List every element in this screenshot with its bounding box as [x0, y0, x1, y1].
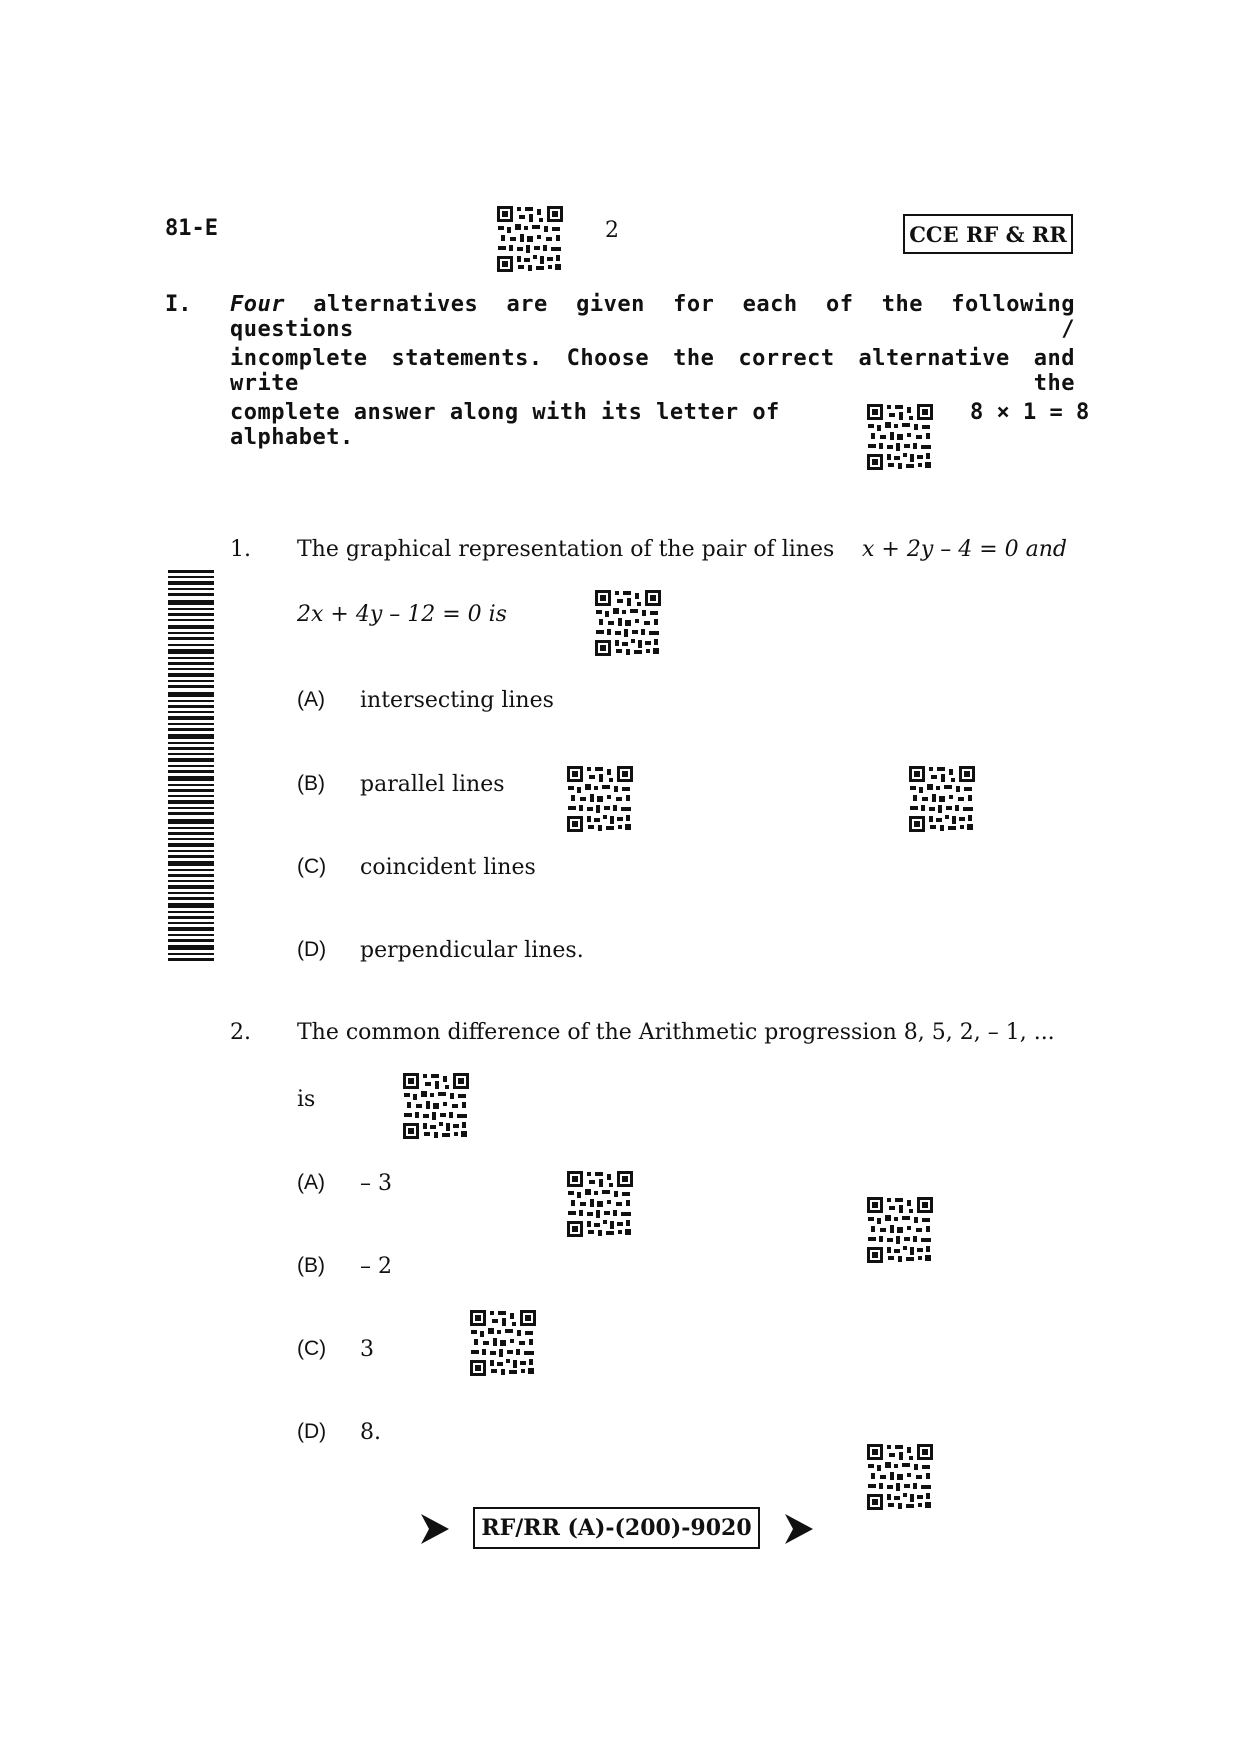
instruction-emphasis: Four [230, 292, 285, 317]
question-1-option-a-text: intersecting lines [360, 688, 554, 713]
qr-code-icon [866, 1196, 934, 1264]
arrow-right-icon [420, 1513, 450, 1545]
barcode-icon [168, 570, 214, 962]
instruction-line-1 [230, 292, 1075, 342]
question-2-option-b-text: – 2 [360, 1254, 392, 1279]
question-1-option-c-label: (C) [297, 855, 327, 878]
qr-code-icon [402, 1072, 470, 1140]
instruction-line-3: complete answer along with its letter of alphabet. [230, 400, 780, 450]
exam-type-label: CCE RF & RR [909, 221, 1067, 247]
question-2-text-continued: is [297, 1087, 316, 1112]
qr-code-icon [866, 403, 934, 471]
question-1-option-a-label: (A) [297, 688, 325, 711]
question-1-equation-1: x + 2y – 4 = 0 and [862, 537, 1068, 562]
footer-code-box [473, 1507, 760, 1549]
arrow-right-icon [784, 1513, 814, 1545]
qr-code-icon [866, 1443, 934, 1511]
qr-code-icon [566, 1170, 634, 1238]
qr-code-icon [469, 1309, 537, 1377]
question-1-number: 1. [230, 537, 251, 562]
qr-code-icon [908, 765, 976, 833]
question-1-option-d-text: perpendicular lines. [360, 938, 584, 963]
qr-code-icon [566, 765, 634, 833]
footer-code: RF/RR (A)-(200)-9020 [481, 1515, 752, 1541]
question-2-number: 2. [230, 1020, 251, 1045]
paper-code: 81-E [165, 216, 218, 241]
instruction-line-2: incomplete statements. Choose the correct alternative and write the [230, 346, 1075, 396]
question-1-equation-2: 2x + 4y – 12 = 0 is [297, 602, 507, 627]
question-2-option-a-label: (A) [297, 1171, 325, 1194]
question-2-option-b-label: (B) [297, 1254, 325, 1277]
marks-allocation: 8 × 1 = 8 [970, 400, 1090, 425]
qr-code-icon [496, 205, 564, 273]
question-2-option-a-text: – 3 [360, 1171, 392, 1196]
question-2-option-d-text: 8. [360, 1420, 381, 1445]
question-1-option-b-label: (B) [297, 772, 325, 795]
question-1-option-d-label: (D) [297, 938, 327, 961]
exam-type-box [903, 214, 1073, 254]
qr-code-icon [594, 589, 662, 657]
question-2-text: The common difference of the Arithmetic progression 8, 5, 2, – 1, ... [297, 1020, 1055, 1045]
page-number: 2 [605, 218, 619, 243]
instruction-line-1-text: alternatives are given for each of the following questions / [230, 292, 1075, 342]
question-2-option-c-text: 3 [360, 1337, 374, 1362]
question-1-text: The graphical representation of the pair of lines [297, 537, 835, 562]
question-2-option-c-label: (C) [297, 1337, 327, 1360]
section-number: I. [165, 292, 192, 317]
question-2-option-d-label: (D) [297, 1420, 327, 1443]
question-1-option-c-text: coincident lines [360, 855, 536, 880]
question-1-option-b-text: parallel lines [360, 772, 505, 797]
